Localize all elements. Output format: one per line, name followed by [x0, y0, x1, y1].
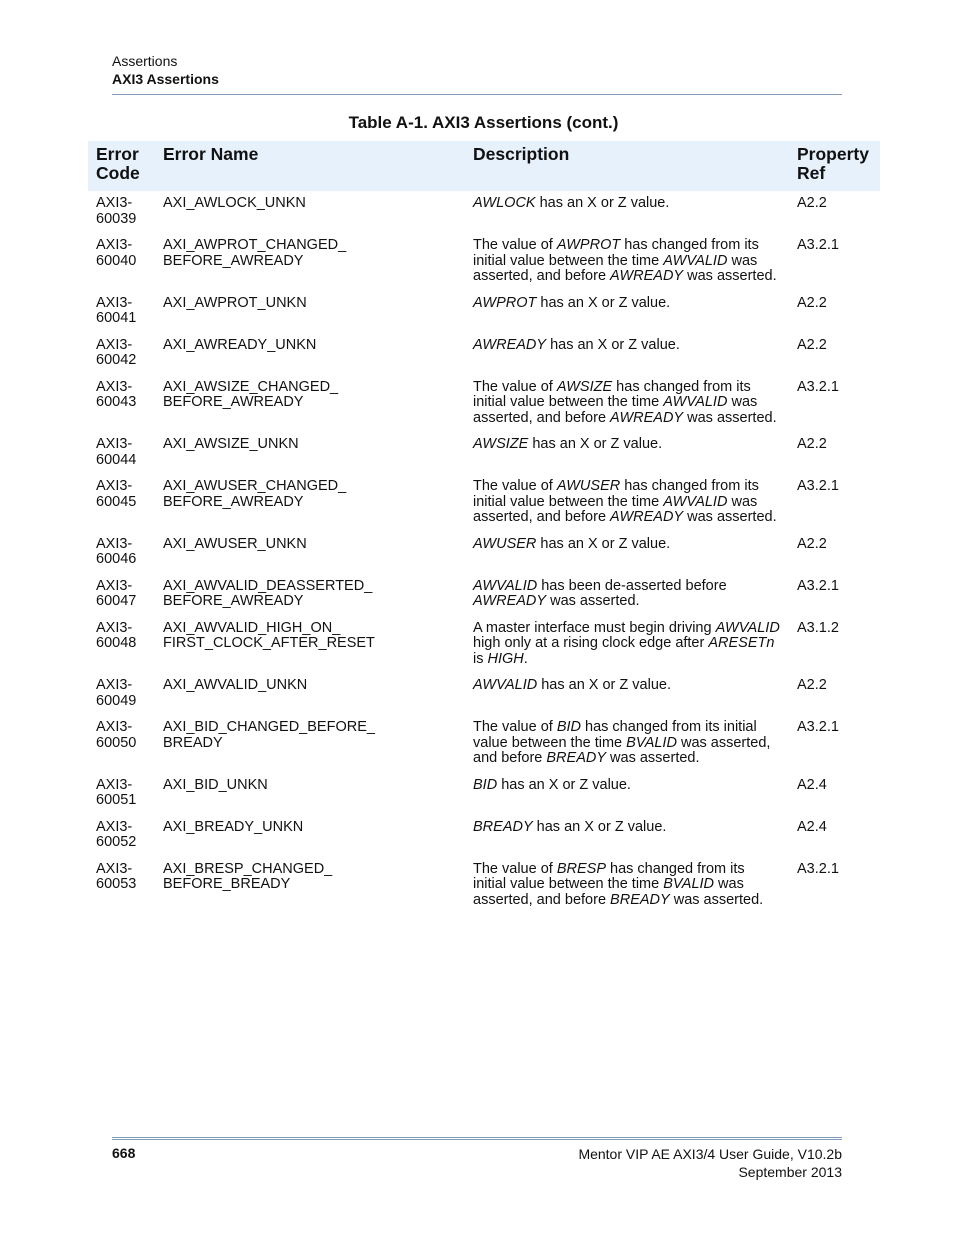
error-code-line: AXI3-	[96, 478, 133, 494]
description-text: was asserted.	[683, 509, 777, 525]
description-text: is	[473, 650, 488, 667]
property-ref-cell: A2.2	[797, 677, 827, 693]
error-code-cell	[88, 857, 155, 915]
error-name-line: AXI_AWSIZE_CHANGED_	[163, 378, 339, 395]
signal-name: BRESP	[556, 860, 606, 877]
error-code-cell	[88, 715, 155, 773]
description-text: has been de-asserted before	[537, 577, 727, 594]
table-body	[88, 191, 880, 914]
error-code-line: 60039	[96, 210, 137, 227]
signal-name: AWPROT	[556, 237, 621, 253]
description-text: has an X or Z value.	[546, 336, 680, 353]
table-row	[88, 857, 880, 915]
signal-name: AWREADY	[610, 409, 684, 426]
column-header-error-name: Error Name	[155, 141, 465, 191]
error-name-cell	[155, 432, 465, 474]
property-ref-cell: A3.2.1	[797, 237, 839, 253]
error-code-cell	[88, 616, 155, 674]
error-code-cell	[88, 333, 155, 375]
table-header-row	[88, 141, 880, 191]
property-ref-cell: A3.2.1	[797, 860, 839, 877]
error-code-line: AXI3-	[96, 436, 133, 452]
error-code-cell	[88, 432, 155, 474]
description-cell	[465, 233, 789, 291]
error-name-cell	[155, 857, 465, 915]
description-text: .	[523, 650, 528, 667]
signal-name: AWUSER	[473, 535, 537, 552]
property-ref-cell: A3.2.1	[797, 378, 839, 395]
signal-name: AWSIZE	[473, 436, 529, 452]
signal-name: AWPROT	[473, 294, 537, 311]
error-name-line: BEFORE_AWREADY	[163, 593, 304, 609]
error-name-line: AXI_AWUSER_CHANGED_	[163, 478, 347, 494]
signal-name: AWVALID	[473, 677, 538, 693]
signal-name: AWVALID	[663, 493, 728, 510]
footer-date: September 2013	[738, 1164, 842, 1180]
table-row	[88, 815, 880, 857]
error-name-line: BEFORE_AWREADY	[163, 252, 304, 269]
error-code-cell	[88, 474, 155, 532]
table-caption: Table A-1. AXI3 Assertions (cont.)	[348, 113, 619, 132]
error-name-line: AXI_BREADY_UNKN	[163, 818, 304, 835]
signal-name: AWREADY	[610, 268, 684, 284]
error-name-line: AXI_AWVALID_UNKN	[163, 677, 308, 693]
error-name-cell	[155, 474, 465, 532]
description-text: has changed from its initial value between the time	[473, 478, 759, 510]
error-code-line: 60048	[96, 635, 137, 651]
signal-name: BID	[473, 776, 498, 793]
signal-name: HIGH	[487, 650, 524, 667]
description-text: was asserted.	[683, 268, 777, 284]
error-code-cell	[88, 574, 155, 616]
description-text: has an X or Z value.	[497, 776, 631, 793]
signal-name: AWVALID	[663, 252, 728, 269]
signal-name: AWVALID	[715, 619, 780, 636]
assertions-table	[88, 141, 880, 914]
description-cell	[465, 333, 789, 375]
description-cell	[465, 474, 789, 532]
description-cell	[465, 532, 789, 574]
property-ref-cell: A3.1.2	[797, 619, 839, 636]
error-name-cell	[155, 333, 465, 375]
signal-name: AWUSER	[556, 478, 621, 494]
error-name-line: AXI_AWREADY_UNKN	[163, 336, 317, 353]
table-row	[88, 532, 880, 574]
description-text: The value of	[473, 378, 557, 395]
column-header-error-code: Error Code	[88, 141, 155, 191]
description-cell	[465, 815, 789, 857]
error-code-line: AXI3-	[96, 776, 133, 793]
column-header-description: Description	[465, 141, 789, 191]
signal-name: AWREADY	[610, 509, 684, 525]
signal-name: AWLOCK	[473, 195, 536, 211]
table-row	[88, 773, 880, 815]
error-code-line: AXI3-	[96, 619, 133, 636]
error-name-line: FIRST_CLOCK_AFTER_RESET	[163, 635, 375, 651]
footer-rule	[112, 1137, 842, 1138]
footer-info	[578, 1145, 842, 1181]
table-row	[88, 291, 880, 333]
error-name-line: BEFORE_AWREADY	[163, 394, 304, 410]
error-code-cell	[88, 673, 155, 715]
error-code-line: AXI3-	[96, 719, 133, 735]
description-text: was asserted.	[669, 891, 764, 908]
description-cell	[465, 574, 789, 616]
page-number: 668	[112, 1145, 136, 1161]
signal-name: BID	[556, 719, 581, 735]
error-code-line: AXI3-	[96, 336, 133, 353]
error-name-cell	[155, 574, 465, 616]
property-ref-cell: A2.2	[797, 336, 827, 353]
description-cell	[465, 191, 789, 233]
description-cell	[465, 773, 789, 815]
error-code-line: 60040	[96, 252, 137, 269]
error-name-line: AXI_BID_UNKN	[163, 776, 268, 793]
description-text: was asserted, and before	[473, 493, 758, 525]
error-name-line: AXI_AWVALID_HIGH_ON_	[163, 619, 341, 636]
error-code-line: AXI3-	[96, 818, 133, 835]
error-code-line: AXI3-	[96, 577, 133, 594]
signal-name: AWVALID	[473, 577, 538, 594]
error-code-line: 60046	[96, 551, 137, 567]
error-code-cell	[88, 375, 155, 433]
error-code-line: 60052	[96, 834, 137, 850]
table-row	[88, 375, 880, 433]
description-cell	[465, 673, 789, 715]
error-name-line: BREADY	[163, 734, 223, 751]
error-code-line: 60050	[96, 734, 137, 751]
error-name-cell	[155, 233, 465, 291]
property-ref-cell: A3.2.1	[797, 478, 839, 494]
error-code-line: AXI3-	[96, 195, 133, 211]
error-code-line: 60045	[96, 493, 137, 510]
error-code-line: 60044	[96, 451, 137, 468]
error-code-cell	[88, 233, 155, 291]
error-name-line: AXI_BID_CHANGED_BEFORE_	[163, 719, 375, 735]
error-code-cell	[88, 773, 155, 815]
error-name-cell	[155, 715, 465, 773]
error-code-cell	[88, 532, 155, 574]
description-text: The value of	[473, 478, 557, 494]
error-name-line: BEFORE_BREADY	[163, 876, 291, 892]
signal-name: AWVALID	[663, 394, 728, 410]
description-text: was asserted, and before	[473, 876, 744, 908]
error-name-line: AXI_AWLOCK_UNKN	[163, 195, 306, 211]
description-text: was asserted, and before	[473, 734, 771, 766]
error-name-cell	[155, 673, 465, 715]
footer-rule-secondary	[112, 1139, 842, 1140]
description-text: was asserted.	[606, 750, 700, 766]
error-code-line: AXI3-	[96, 294, 133, 311]
description-cell	[465, 291, 789, 333]
table-row	[88, 233, 880, 291]
description-text: has an X or Z value.	[536, 535, 671, 552]
signal-name: AWREADY	[473, 336, 547, 353]
error-code-line: 60041	[96, 310, 137, 326]
error-name-cell	[155, 616, 465, 674]
header-section: Assertions	[112, 53, 178, 69]
description-text: The value of	[473, 719, 557, 735]
description-text: high only at a rising clock edge after	[473, 635, 709, 651]
header-subsection: AXI3 Assertions	[112, 71, 219, 87]
signal-name: BVALID	[626, 734, 677, 751]
error-name-line: AXI_AWPROT_CHANGED_	[163, 237, 347, 253]
error-name-cell	[155, 375, 465, 433]
table-row	[88, 191, 880, 233]
description-text: was asserted.	[683, 409, 777, 426]
description-text: was asserted.	[546, 593, 640, 609]
description-cell	[465, 616, 789, 674]
table-row	[88, 715, 880, 773]
description-text: has an X or Z value.	[535, 195, 670, 211]
error-code-line: 60053	[96, 876, 137, 892]
description-cell	[465, 375, 789, 433]
property-ref-cell: A2.2	[797, 195, 827, 211]
error-code-line: AXI3-	[96, 677, 133, 693]
error-code-line: 60051	[96, 792, 137, 808]
description-text: has an X or Z value.	[536, 294, 671, 311]
running-header	[112, 52, 842, 88]
description-text: has changed from its initial value between the time	[473, 860, 745, 892]
error-code-line: AXI3-	[96, 860, 133, 877]
description-text: The value of	[473, 860, 557, 877]
header-rule	[112, 94, 842, 95]
error-name-line: AXI_AWVALID_DEASSERTED_	[163, 577, 373, 594]
signal-name: BREADY	[546, 750, 607, 766]
error-code-cell	[88, 815, 155, 857]
table-row	[88, 673, 880, 715]
description-text: has an X or Z value.	[537, 677, 671, 693]
error-name-cell	[155, 532, 465, 574]
property-ref-cell: A2.4	[797, 818, 827, 835]
column-header-property-ref: Property Ref	[789, 141, 880, 191]
property-ref-cell: A2.2	[797, 294, 827, 311]
table-row	[88, 333, 880, 375]
property-ref-cell: A3.2.1	[797, 719, 839, 735]
error-code-line: 60043	[96, 394, 137, 410]
signal-name: BREADY	[473, 818, 533, 835]
footer-doc-title: Mentor VIP AE AXI3/4 User Guide, V10.2b	[578, 1146, 842, 1162]
error-name-cell	[155, 773, 465, 815]
property-ref-cell: A2.2	[797, 436, 827, 452]
property-ref-cell: A2.2	[797, 535, 827, 552]
description-text: has an X or Z value.	[532, 818, 667, 835]
error-name-line: AXI_AWUSER_UNKN	[163, 535, 307, 552]
description-cell	[465, 432, 789, 474]
error-name-cell	[155, 191, 465, 233]
error-name-cell	[155, 291, 465, 333]
description-text: A master interface must begin driving	[473, 619, 716, 636]
table-row	[88, 616, 880, 674]
error-code-line: AXI3-	[96, 237, 133, 253]
description-text: has changed from its initial value between the time	[473, 719, 757, 751]
signal-name: AWREADY	[473, 593, 547, 609]
table-row	[88, 574, 880, 616]
description-text: was asserted, and before	[473, 252, 758, 284]
error-name-line: AXI_AWSIZE_UNKN	[163, 436, 299, 452]
property-ref-cell: A2.4	[797, 776, 827, 793]
error-name-line: AXI_BRESP_CHANGED_	[163, 860, 333, 877]
error-code-line: 60047	[96, 593, 137, 609]
description-text: has an X or Z value.	[528, 436, 663, 452]
description-text: has changed from its initial value between the time	[473, 378, 751, 410]
table-row	[88, 474, 880, 532]
error-name-cell	[155, 815, 465, 857]
signal-name: ARESETn	[708, 635, 775, 651]
error-code-line: AXI3-	[96, 535, 133, 552]
error-code-line: AXI3-	[96, 378, 133, 395]
error-name-line: BEFORE_AWREADY	[163, 493, 304, 510]
description-text: has changed from its initial value between the time	[473, 237, 759, 269]
error-code-cell	[88, 191, 155, 233]
signal-name: AWSIZE	[556, 378, 613, 395]
description-text: The value of	[473, 237, 557, 253]
property-ref-cell: A3.2.1	[797, 577, 839, 594]
error-code-line: 60042	[96, 352, 137, 368]
signal-name: BREADY	[610, 891, 670, 908]
description-text: was asserted, and before	[473, 394, 758, 426]
description-cell	[465, 715, 789, 773]
signal-name: BVALID	[663, 876, 715, 892]
description-cell	[465, 857, 789, 915]
error-code-line: 60049	[96, 692, 137, 709]
table-row	[88, 432, 880, 474]
error-name-line: AXI_AWPROT_UNKN	[163, 294, 307, 311]
error-code-cell	[88, 291, 155, 333]
